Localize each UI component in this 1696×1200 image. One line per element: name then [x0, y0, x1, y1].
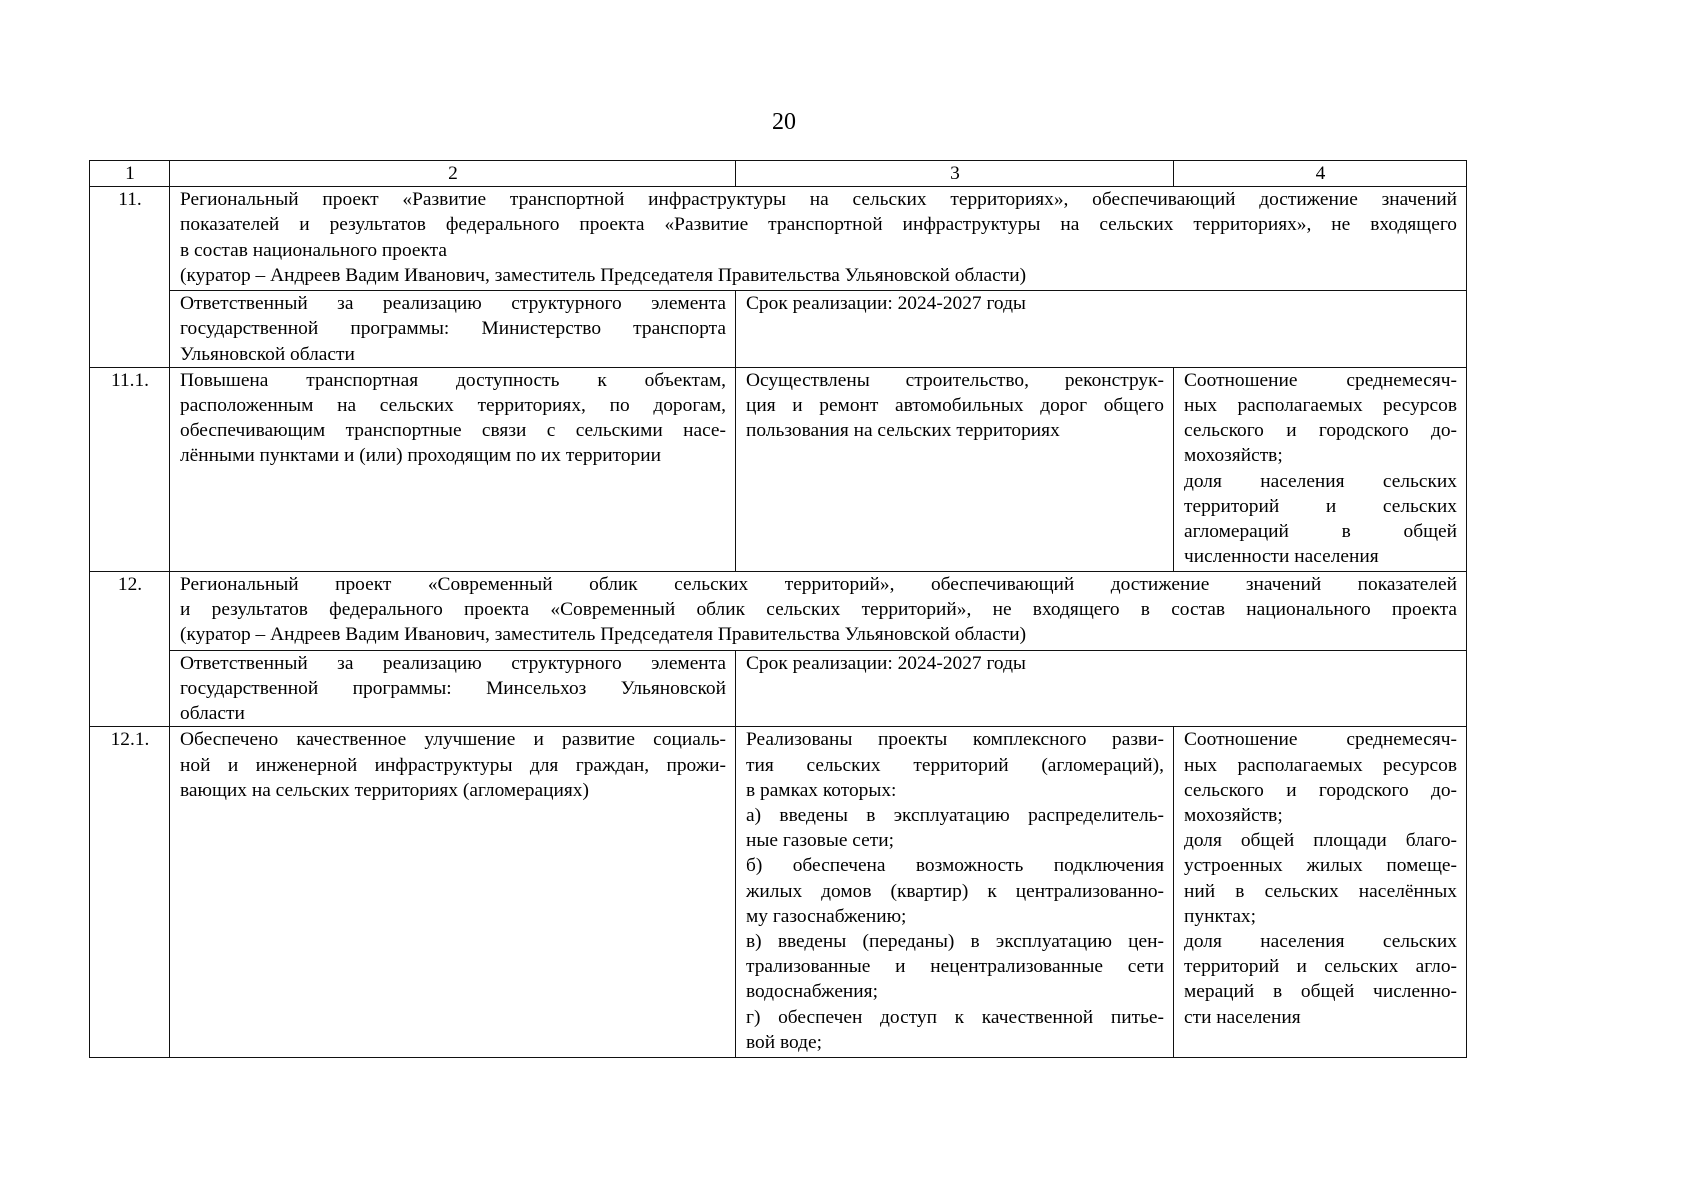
- section-11-1-indicator-line: сельского и городского до-: [1184, 420, 1457, 442]
- section-12-1-result-line: в) введены (переданы) в эксплуатацию цен-: [746, 931, 1164, 953]
- section-12-1-indicator-line: территорий и сельских агло-: [1184, 956, 1457, 978]
- section-12-responsible: [170, 650, 736, 727]
- section-11-title-line: показателей и результатов федерального проекта «Развитие транспортной инфраструктуры на сельских территориях», не входящего: [180, 214, 1457, 236]
- section-12-title-line: и результатов федерального проекта «Современный облик сельских территорий», не входящего в состав национального проекта: [180, 599, 1457, 621]
- section-12-1-result-line: му газоснабжению;: [746, 905, 907, 927]
- section-11-title-line: в состав национального проекта: [180, 239, 448, 261]
- header-col-4: 4: [1174, 161, 1467, 187]
- section-12-responsible-line: государственной программы: Минсельхоз Ульяновской: [180, 678, 726, 700]
- section-12-term: Срок реализации: 2024-2027 годы: [736, 650, 1467, 727]
- section-11-title-line: (куратор – Андреев Вадим Иванович, заместитель Председателя Правительства Ульяновской области): [180, 264, 1027, 286]
- section-12-1-result-line: в рамках которых:: [746, 779, 897, 801]
- section-12-1-indicator-line: сти населения: [1184, 1006, 1301, 1028]
- section-11-1-result-line: Осуществлены строительство, реконструк-: [746, 369, 1164, 391]
- section-12-1-result-line: вой воде;: [746, 1031, 822, 1053]
- section-11-responsible-line: государственной программы: Министерство транспорта: [180, 318, 726, 340]
- section-11-1-task-line: обеспечивающим транспортные связи с сельскими насе-: [180, 420, 726, 442]
- section-12-responsible-line: области: [180, 703, 245, 725]
- section-11-1-task-line: расположенным на сельских территориях, по дорогам,: [180, 395, 726, 417]
- section-11-1-number: 11.1.: [90, 367, 170, 571]
- section-12-title-line: Региональный проект «Современный облик сельских территорий», обеспечивающий достижение значений показателей: [180, 573, 1457, 595]
- section-12-1-task-line: ной и инженерной инфраструктуры для граждан, прожи-: [180, 754, 726, 776]
- section-12-1-indicator-line: ний в сельских населённых: [1184, 880, 1457, 902]
- section-12-1-indicator-line: пунктах;: [1184, 905, 1257, 927]
- section-12-1-result-line: б) обеспечена возможность подключения: [746, 855, 1164, 877]
- section-11-1-result-line: ция и ремонт автомобильных дорог общего: [746, 395, 1164, 417]
- section-11-responsible-line: Ответственный за реализацию структурного элемента: [180, 293, 726, 315]
- section-12-1-indicator-line: мохозяйств;: [1184, 805, 1283, 827]
- section-12-1-indicator-line: сельского и городского до-: [1184, 779, 1457, 801]
- section-12-1-task: [170, 727, 736, 1058]
- section-12-1-indicator-line: доля населения сельских: [1184, 931, 1457, 953]
- section-12-1-result-line: а) введены в эксплуатацию распределитель-: [746, 805, 1164, 827]
- section-12-1-task-line: вающих на сельских территориях (агломерациях): [180, 779, 589, 801]
- section-12-1-result-line: г) обеспечен доступ к качественной питье-: [746, 1006, 1164, 1028]
- section-11-title-line: Региональный проект «Развитие транспортной инфраструктуры на сельских территориях», обеспечивающий достижение значений: [180, 189, 1457, 211]
- section-12-1-row: [90, 727, 1467, 1058]
- section-12-1-indicator-line: устроенных жилых помеще-: [1184, 855, 1457, 877]
- section-12-1-result-line: Реализованы проекты комплексного разви-: [746, 729, 1164, 751]
- section-12-1-indicator-line: Соотношение среднемесяч-: [1184, 729, 1457, 751]
- section-12-1-indicator-line: доля общей площади благо-: [1184, 830, 1457, 852]
- page-number: 20: [772, 109, 796, 135]
- section-11-responsible-line: Ульяновской области: [180, 343, 355, 365]
- section-12-1-indicator-line: мераций в общей численно-: [1184, 981, 1457, 1003]
- section-12-1-result-line: трализованные и нецентрализованные сети: [746, 956, 1164, 978]
- section-11-1-task-line: лёнными пунктами и (или) проходящим по их территории: [180, 445, 662, 467]
- header-col-1: 1: [90, 161, 170, 187]
- section-11-meta-row: [90, 291, 1467, 368]
- section-12-1-result-line: ные газовые сети;: [746, 830, 894, 852]
- section-12-1-result-line: тия сельских территорий (агломераций),: [746, 754, 1164, 776]
- section-12-responsible-line: Ответственный за реализацию структурного элемента: [180, 652, 726, 674]
- section-11-1-task: [170, 367, 736, 571]
- section-11-1-result: [736, 367, 1174, 571]
- section-12-1-indicators: [1174, 727, 1467, 1058]
- section-12-1-result-line: водоснабжения;: [746, 981, 878, 1003]
- section-11-1-indicator-line: мохозяйств;: [1184, 445, 1283, 467]
- section-12-row: [90, 571, 1467, 650]
- section-11-1-result-line: пользования на сельских территориях: [746, 420, 1060, 442]
- section-11-1-row: [90, 367, 1467, 571]
- section-11-1-indicator-line: доля населения сельских: [1184, 470, 1457, 492]
- program-table: [89, 160, 1467, 1058]
- section-12-1-result: [736, 727, 1174, 1058]
- header-col-2: 2: [170, 161, 736, 187]
- section-12-title: [170, 571, 1467, 650]
- header-col-3: 3: [736, 161, 1174, 187]
- section-12-1-indicator-line: ных располагаемых ресурсов: [1184, 754, 1457, 776]
- section-11-term: Срок реализации: 2024-2027 годы: [736, 291, 1467, 368]
- section-11-1-task-line: Повышена транспортная доступность к объектам,: [180, 369, 726, 391]
- section-11-number: 11.: [90, 187, 170, 368]
- section-12-1-task-line: Обеспечено качественное улучшение и развитие социаль-: [180, 729, 726, 751]
- table-header-row: [90, 161, 1467, 187]
- section-11-1-indicator-line: численности населения: [1184, 546, 1379, 568]
- section-12-number: 12.: [90, 571, 170, 727]
- section-11-1-indicator-line: агломераций в общей: [1184, 521, 1457, 543]
- section-11-1-indicator-line: Соотношение среднемесяч-: [1184, 369, 1457, 391]
- section-11-1-indicator-line: ных располагаемых ресурсов: [1184, 395, 1457, 417]
- section-11-title: [170, 187, 1467, 291]
- section-11-responsible: [170, 291, 736, 368]
- section-11-1-indicator-line: территорий и сельских: [1184, 495, 1457, 517]
- section-12-meta-row: [90, 650, 1467, 727]
- section-11-row: [90, 187, 1467, 291]
- section-12-1-number: 12.1.: [90, 727, 170, 1058]
- section-12-title-line: (куратор – Андреев Вадим Иванович, заместитель Председателя Правительства Ульяновской области): [180, 624, 1027, 646]
- section-11-1-indicators: [1174, 367, 1467, 571]
- section-12-1-result-line: жилых домов (квартир) к централизованно-: [746, 880, 1164, 902]
